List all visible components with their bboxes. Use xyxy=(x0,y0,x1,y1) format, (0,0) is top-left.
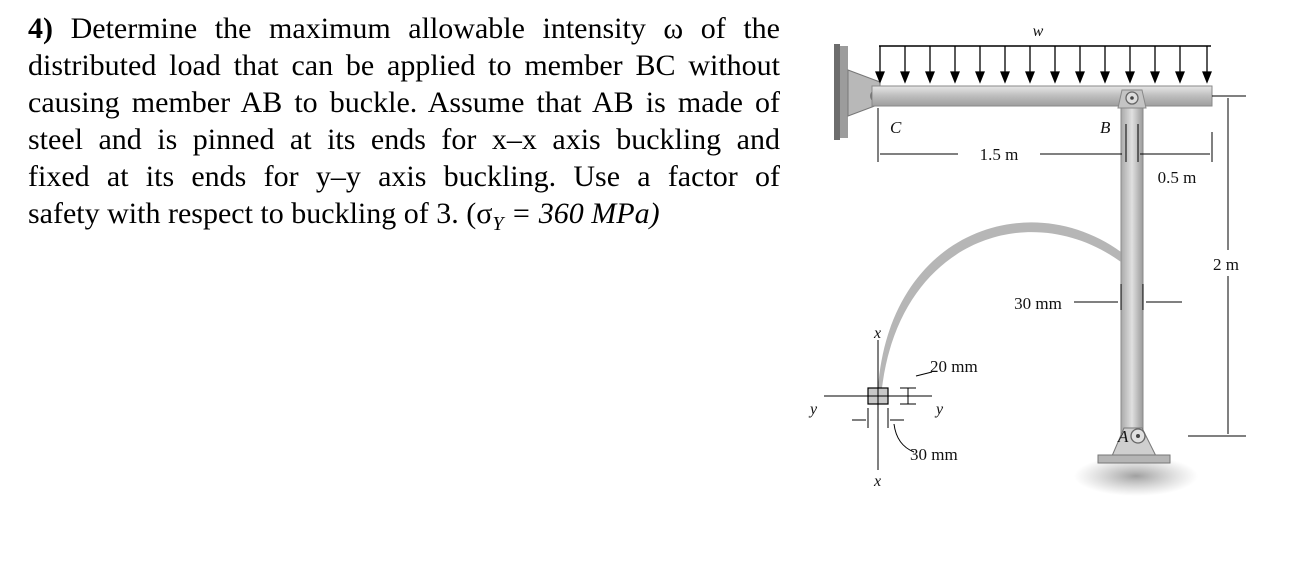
load-label: w xyxy=(1032,23,1044,40)
sigma-value: = 360 MPa) xyxy=(503,197,660,230)
problem-text-6: safety with respect to buckling of 3. (σ xyxy=(28,197,493,230)
problem-line-1 xyxy=(28,10,780,47)
axis-y-left: y xyxy=(810,401,818,418)
dim-height-label: 2 m xyxy=(1213,255,1239,274)
problem-number: 4) xyxy=(28,12,53,45)
label-point-a: A xyxy=(1118,427,1129,446)
load-arrows xyxy=(876,46,1211,82)
sigma-subscript: Y xyxy=(492,213,504,235)
section-20mm-label: 20 mm xyxy=(930,357,978,376)
label-point-c: C xyxy=(890,118,902,137)
column-ab xyxy=(1121,100,1143,442)
problem-text-1: Determine the maximum allowable intensity ω of the xyxy=(70,12,780,45)
base-plate-a xyxy=(1098,455,1170,463)
dim-bc-label: 1.5 m xyxy=(979,145,1019,164)
problem-line-3: causing member AB to buckle. Assume that AB is made of xyxy=(28,86,780,119)
problem-line-5: fixed at its ends for y–y axis buckling. Use a factor of xyxy=(28,160,780,193)
problem-statement xyxy=(28,10,780,243)
dimension-overhang xyxy=(1138,124,1212,162)
problem-line-6 xyxy=(28,195,780,243)
axis-y-right: y xyxy=(936,401,944,418)
section-callout-band xyxy=(878,222,1121,388)
axis-x-top: x xyxy=(874,325,882,342)
section-30mm-label: 30 mm xyxy=(910,445,958,464)
dim-overhang-label: 0.5 m xyxy=(1157,168,1197,187)
label-point-b: B xyxy=(1100,118,1111,137)
problem-line-4: steel and is pinned at its ends for x–x axis buckling and xyxy=(28,123,780,156)
dim-column-width-label: 30 mm xyxy=(1014,294,1062,313)
axis-x-bottom: x xyxy=(874,473,882,490)
problem-line-2: distributed load that can be applied to member BC without xyxy=(28,49,780,82)
beam-bc xyxy=(872,86,1212,106)
structure-diagram xyxy=(780,0,1300,586)
wall-support-c xyxy=(780,0,792,136)
